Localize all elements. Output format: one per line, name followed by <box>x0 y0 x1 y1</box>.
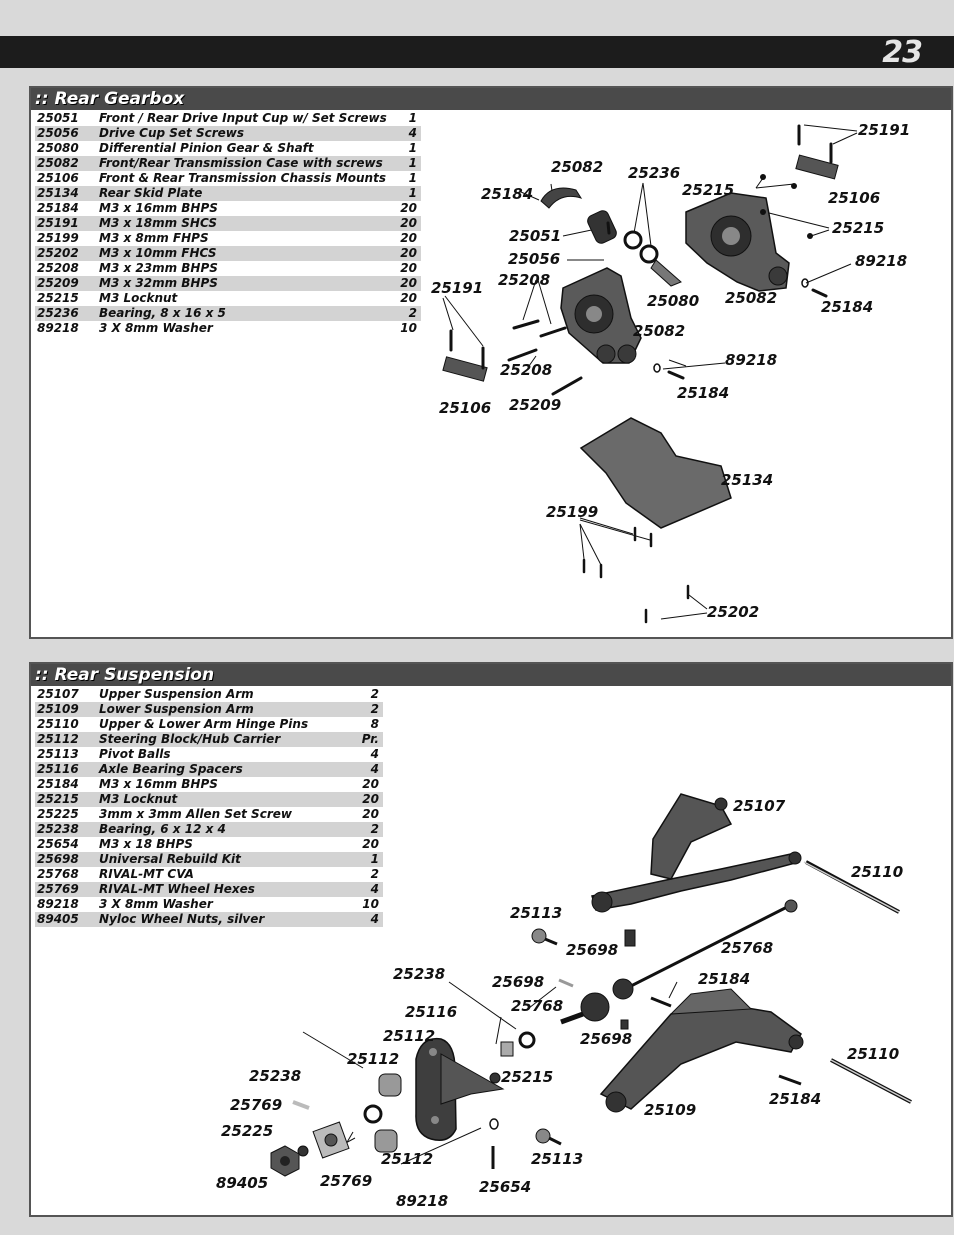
part-number: 25225 <box>37 807 79 821</box>
callout-label: 25110 <box>847 1045 900 1063</box>
part-quantity: 2 <box>370 702 379 716</box>
part-quantity: 4 <box>408 126 417 140</box>
callout-label: 25769 <box>320 1172 373 1190</box>
part-quantity: 20 <box>400 216 417 230</box>
callout-label: 25208 <box>498 271 551 289</box>
part-quantity: 20 <box>362 777 379 791</box>
callout-label: 25082 <box>725 289 778 307</box>
callout-label: 25769 <box>230 1096 283 1114</box>
part-number: 25208 <box>37 261 79 275</box>
part-description: Lower Suspension Arm <box>99 702 254 716</box>
page-number: 23 <box>882 35 922 70</box>
part-number: 25109 <box>37 702 79 716</box>
rear-gearbox-diagram <box>31 88 951 637</box>
callout-label: 25082 <box>551 158 604 176</box>
part-description: Front / Rear Drive Input Cup w/ Set Screws <box>99 111 387 125</box>
part-description: Steering Block/Hub Carrier <box>99 732 281 746</box>
part-description: M3 x 16mm BHPS <box>99 201 218 215</box>
part-description: Nyloc Wheel Nuts, silver <box>99 912 265 926</box>
part-quantity: 1 <box>408 141 417 155</box>
part-quantity: 2 <box>408 306 417 320</box>
part-quantity: 1 <box>408 186 417 200</box>
part-number: 25769 <box>37 882 79 896</box>
part-number: 25110 <box>37 717 79 731</box>
callout-label: 25698 <box>580 1030 633 1048</box>
part-quantity: 20 <box>362 807 379 821</box>
callout-label: 25112 <box>383 1027 436 1045</box>
part-quantity: 2 <box>370 867 379 881</box>
part-quantity: 20 <box>400 231 417 245</box>
part-number: 25698 <box>37 852 79 866</box>
rear-gearbox-title: :: Rear Gearbox <box>35 89 185 109</box>
part-quantity: 1 <box>370 852 379 866</box>
callout-label: 25082 <box>633 322 686 340</box>
part-description: M3 x 32mm BHPS <box>99 276 218 290</box>
callout-label: 25225 <box>221 1122 274 1140</box>
part-quantity: 20 <box>400 261 417 275</box>
part-description: Upper Suspension Arm <box>99 687 254 701</box>
part-quantity: 4 <box>370 747 379 761</box>
part-quantity: 20 <box>362 837 379 851</box>
callout-label: 25106 <box>828 189 881 207</box>
callout-label: 25107 <box>733 797 786 815</box>
part-number: 25215 <box>37 291 79 305</box>
callout-label: 25191 <box>431 279 484 297</box>
callout-label: 89405 <box>216 1174 269 1192</box>
callout-label: 25184 <box>821 298 874 316</box>
page-header-bar <box>0 36 954 68</box>
part-description: Universal Rebuild Kit <box>99 852 241 866</box>
callout-label: 25112 <box>347 1050 400 1068</box>
callout-label: 25208 <box>500 361 553 379</box>
part-number: 25184 <box>37 201 79 215</box>
part-quantity: Pr. <box>361 732 379 746</box>
part-quantity: 20 <box>400 276 417 290</box>
part-number: 25184 <box>37 777 79 791</box>
rear-suspension-diagram <box>31 664 951 1215</box>
part-quantity: 10 <box>400 321 417 335</box>
callout-label: 25184 <box>698 970 751 988</box>
part-number: 89218 <box>37 897 79 911</box>
callout-label: 25215 <box>682 181 735 199</box>
callout-label: 25238 <box>249 1067 302 1085</box>
gearbox-callout-labels <box>431 121 910 621</box>
part-description: 3mm x 3mm Allen Set Screw <box>99 807 292 821</box>
part-number: 25112 <box>37 732 79 746</box>
part-quantity: 20 <box>400 201 417 215</box>
callout-label: 25215 <box>501 1068 554 1086</box>
rear-gearbox-panel <box>29 86 953 639</box>
part-description: M3 Locknut <box>99 291 178 305</box>
part-quantity: 8 <box>370 717 379 731</box>
part-number: 25113 <box>37 747 79 761</box>
callout-label: 25113 <box>510 904 563 922</box>
callout-label: 25215 <box>832 219 885 237</box>
callout-label: 25106 <box>439 399 492 417</box>
rear-suspension-panel <box>29 662 953 1217</box>
callout-label: 25134 <box>721 471 774 489</box>
part-number: 25654 <box>37 837 79 851</box>
part-number: 25134 <box>37 186 79 200</box>
part-description: Bearing, 6 x 12 x 4 <box>99 822 226 836</box>
part-quantity: 2 <box>370 822 379 836</box>
part-quantity: 4 <box>370 882 379 896</box>
callout-label: 25209 <box>509 396 562 414</box>
callout-label: 25112 <box>381 1150 434 1168</box>
callout-label: 25698 <box>492 973 545 991</box>
part-description: M3 x 16mm BHPS <box>99 777 218 791</box>
callout-label: 25184 <box>677 384 730 402</box>
part-number: 25215 <box>37 792 79 806</box>
part-description: M3 x 23mm BHPS <box>99 261 218 275</box>
part-number: 25106 <box>37 171 79 185</box>
part-number: 25236 <box>37 306 79 320</box>
part-number: 25082 <box>37 156 79 170</box>
part-description: Front/Rear Transmission Case with screws <box>99 156 383 170</box>
part-description: M3 x 8mm FHPS <box>99 231 209 245</box>
part-description: Rear Skid Plate <box>99 186 203 200</box>
part-number: 25202 <box>37 246 79 260</box>
part-description: 3 X 8mm Washer <box>99 321 213 335</box>
part-quantity: 20 <box>362 792 379 806</box>
part-description: Axle Bearing Spacers <box>99 762 243 776</box>
part-quantity: 2 <box>370 687 379 701</box>
callout-label: 25184 <box>769 1090 822 1108</box>
part-description: RIVAL-MT CVA <box>99 867 194 881</box>
part-description: RIVAL-MT Wheel Hexes <box>99 882 255 896</box>
callout-label: 25768 <box>721 939 774 957</box>
part-description: Drive Cup Set Screws <box>99 126 244 140</box>
part-description: Upper & Lower Arm Hinge Pins <box>99 717 309 731</box>
part-number: 25191 <box>37 216 79 230</box>
part-number: 89218 <box>37 321 79 335</box>
part-quantity: 1 <box>408 111 417 125</box>
part-number: 25116 <box>37 762 79 776</box>
callout-label: 25238 <box>393 965 446 983</box>
part-number: 89405 <box>37 912 79 926</box>
suspension-parts-drawing <box>271 794 911 1176</box>
part-number: 25199 <box>37 231 79 245</box>
callout-label: 25113 <box>531 1150 584 1168</box>
part-description: M3 Locknut <box>99 792 178 806</box>
part-description: Pivot Balls <box>99 747 171 761</box>
callout-label: 25116 <box>405 1003 458 1021</box>
part-number: 25209 <box>37 276 79 290</box>
callout-label: 89218 <box>396 1192 449 1210</box>
callout-label: 25698 <box>566 941 619 959</box>
part-number: 25768 <box>37 867 79 881</box>
part-quantity: 20 <box>400 246 417 260</box>
callout-label: 25654 <box>479 1178 532 1196</box>
part-description: M3 x 18 BHPS <box>99 837 193 851</box>
rear-suspension-title: :: Rear Suspension <box>35 665 215 685</box>
part-quantity: 1 <box>408 156 417 170</box>
part-description: M3 x 10mm FHCS <box>99 246 217 260</box>
part-quantity: 4 <box>370 762 379 776</box>
part-quantity: 20 <box>400 291 417 305</box>
callout-label: 25110 <box>851 863 904 881</box>
callout-label: 25184 <box>481 185 534 203</box>
callout-label: 89218 <box>725 351 778 369</box>
part-number: 25107 <box>37 687 79 701</box>
part-description: Front & Rear Transmission Chassis Mounts <box>99 171 386 185</box>
part-description: M3 x 18mm SHCS <box>99 216 217 230</box>
part-number: 25056 <box>37 126 79 140</box>
part-quantity: 10 <box>362 897 379 911</box>
part-quantity: 1 <box>408 171 417 185</box>
callout-label: 25109 <box>644 1101 697 1119</box>
part-description: Bearing, 8 x 16 x 5 <box>99 306 226 320</box>
part-number: 25051 <box>37 111 79 125</box>
callout-label: 89218 <box>855 252 908 270</box>
part-description: Differential Pinion Gear & Shaft <box>99 141 314 155</box>
part-description: 3 X 8mm Washer <box>99 897 213 911</box>
callout-label: 25202 <box>707 603 760 621</box>
callout-label: 25080 <box>647 292 700 310</box>
callout-label: 25191 <box>858 121 911 139</box>
part-number: 25080 <box>37 141 79 155</box>
callout-label: 25199 <box>546 503 599 521</box>
part-number: 25238 <box>37 822 79 836</box>
callout-label: 25051 <box>509 227 562 245</box>
part-quantity: 4 <box>370 912 379 926</box>
callout-label: 25768 <box>511 997 564 1015</box>
callout-label: 25056 <box>508 250 561 268</box>
callout-label: 25236 <box>628 164 681 182</box>
